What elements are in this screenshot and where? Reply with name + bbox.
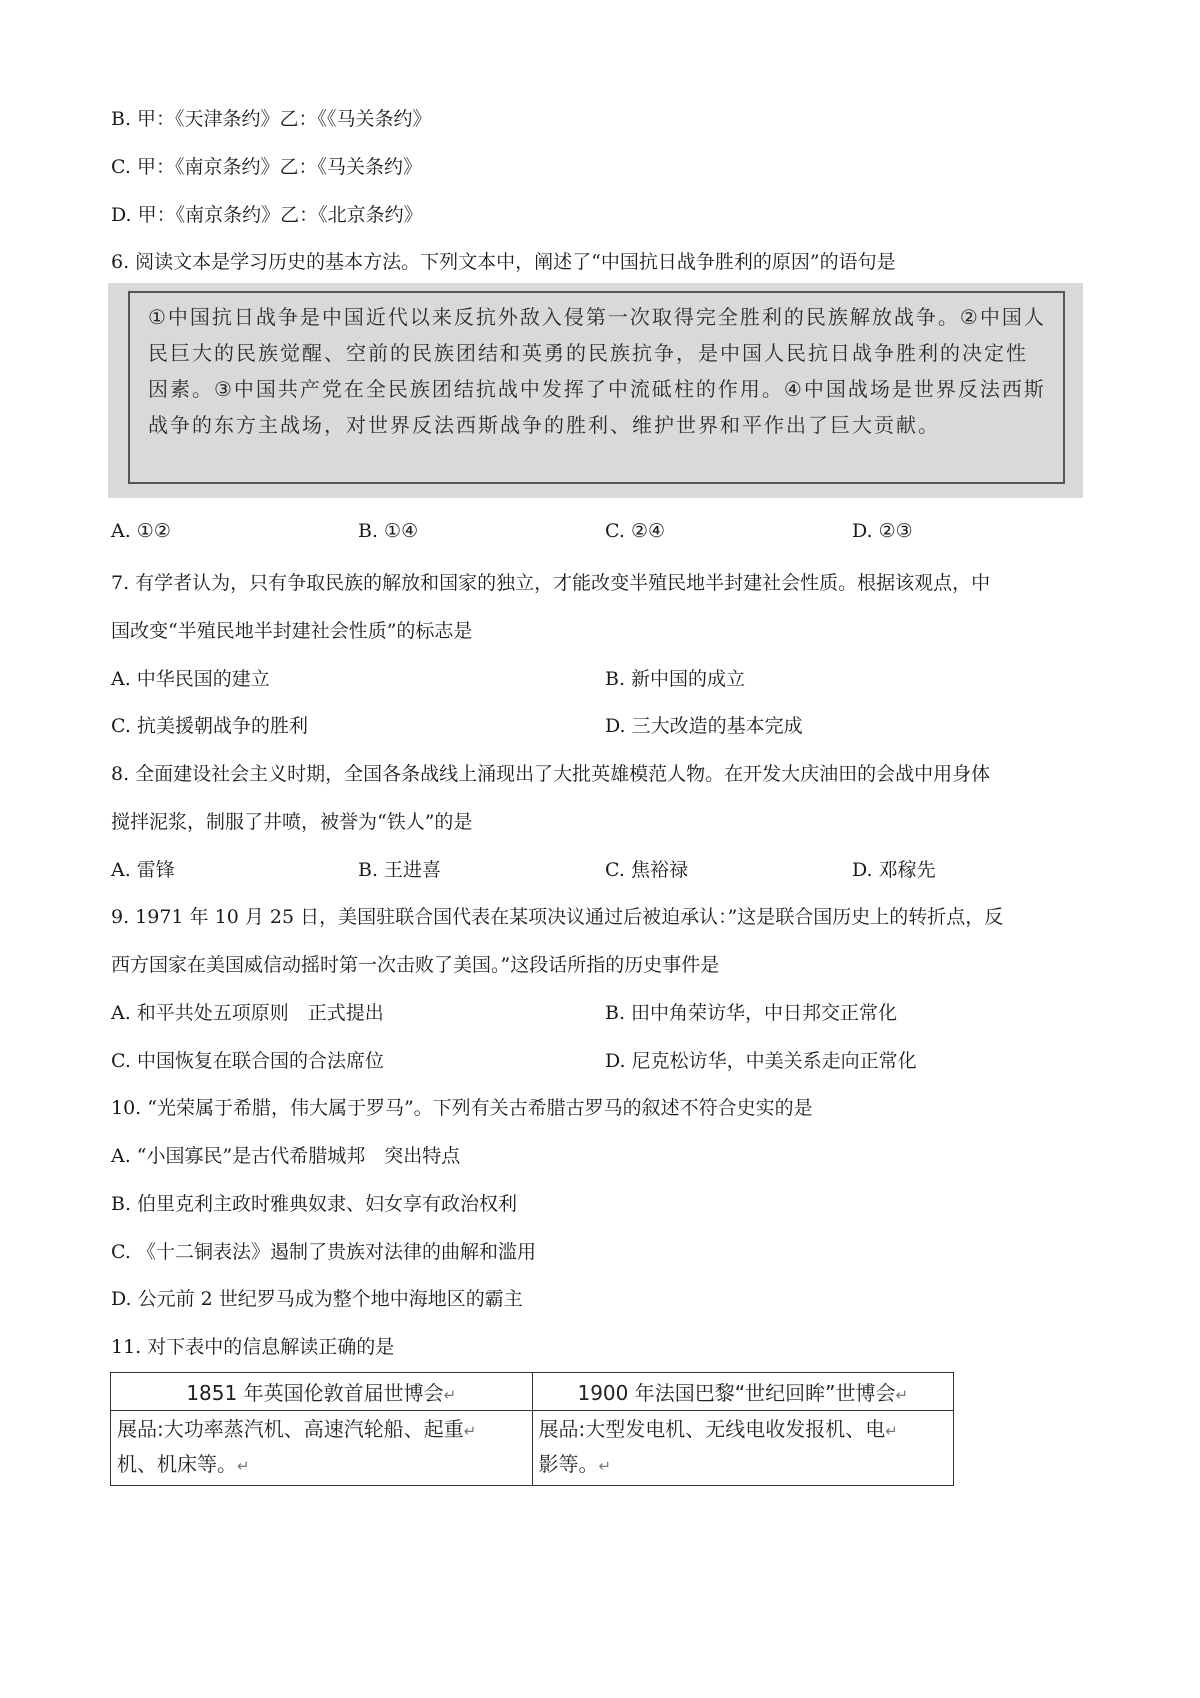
- q8-option-c: C. 焦裕禄: [605, 859, 688, 881]
- return-mark-icon: ↵: [463, 1422, 477, 1440]
- table-header-cell-1851: [111, 1373, 533, 1411]
- q7-option-d: D. 三大改造的基本完成: [605, 715, 803, 737]
- q9-stem-line2: 西方国家在美国威信动摇时第一次击败了美国。”这段话所指的历史事件是: [111, 954, 720, 976]
- q9-option-b: B. 田中角荣访华，中日邦交正常化: [605, 1002, 898, 1024]
- q7-option-b: B. 新中国的成立: [605, 668, 746, 690]
- q11-expo-table: [110, 1372, 954, 1486]
- exhibits-1851-line1: 展品:大功率蒸汽机、高速汽轮船、起重: [117, 1417, 464, 1441]
- return-mark-icon: ↵: [895, 1386, 909, 1404]
- q10-option-c: C. 《十二铜表法》遏制了贵族对法律的曲解和滥用: [111, 1241, 536, 1263]
- q5-option-c: C. 甲：《南京条约》乙：《马关条约》: [111, 156, 422, 178]
- q7-option-a: A. 中华民国的建立: [111, 668, 270, 690]
- q5-option-d: D. 甲：《南京条约》乙：《北京条约》: [111, 204, 423, 226]
- table-row: [111, 1411, 954, 1486]
- q6-option-a: A. ①②: [111, 520, 171, 542]
- return-mark-icon: ↵: [237, 1457, 250, 1475]
- return-mark-icon: ↵: [885, 1422, 898, 1440]
- q9-option-c: C. 中国恢复在联合国的合法席位: [111, 1050, 384, 1072]
- q5-option-b: B. 甲：《天津条约》乙：《《马关条约》: [111, 108, 432, 130]
- table-cell-1900-exhibits: [532, 1411, 954, 1486]
- table-cell-1851-exhibits: [111, 1411, 533, 1486]
- q6-option-b: B. ①④: [358, 520, 419, 542]
- q7-stem-line1: 7. 有学者认为，只有争取民族的解放和国家的独立，才能改变半殖民地半封建社会性质。根据该观点，中: [111, 572, 991, 594]
- q6-passage-text: ①中国抗日战争是中国近代以来反抗外敌入侵第一次取得完全胜利的民族解放战争。②中国人民巨大的民族觉醒、空前的民族团结和英勇的民族抗争，是中国人民抗日战争胜利的决定性因素。③中国共产党在全民族团结抗战中发挥了中流砥柱的作用。④中国战场是世界反法西斯战争的东方主战场，对世界反法西斯战争的胜利、维护世界和平作出了巨大贡献。: [128, 291, 1065, 484]
- q8-stem-line2: 搅拌泥浆，制服了井喷，被誉为“铁人”的是: [111, 811, 473, 833]
- q6-option-c: C. ②④: [605, 520, 666, 542]
- q6-passage-image: [108, 283, 1083, 498]
- header-1851-text: 1851 年英国伦敦首届世博会: [186, 1381, 444, 1405]
- q6-option-d: D. ②③: [852, 520, 913, 542]
- return-mark-icon: ↵: [443, 1386, 457, 1404]
- q6-stem: 6. 阅读文本是学习历史的基本方法。下列文本中，阐述了“中国抗日战争胜利的原因”的语句是: [111, 251, 896, 273]
- q9-option-d: D. 尼克松访华，中美关系走向正常化: [605, 1050, 917, 1072]
- table-header-cell-1900: [532, 1373, 954, 1411]
- q7-stem-line2: 国改变“半殖民地半封建社会性质”的标志是: [111, 620, 473, 642]
- return-mark-icon: ↵: [598, 1457, 612, 1475]
- q7-option-c: C. 抗美援朝战争的胜利: [111, 715, 308, 737]
- q11-stem: 11. 对下表中的信息解读正确的是: [111, 1336, 395, 1358]
- q9-stem-line1: 9. 1971 年 10 月 25 日，美国驻联合国代表在某项决议通过后被迫承认：”这是联合国历史上的转折点，反: [111, 906, 1004, 928]
- q10-option-b: B. 伯里克利主政时雅典奴隶、妇女享有政治权利: [111, 1193, 518, 1215]
- exhibits-1900-line1: 展品:大型发电机、无线电收发报机、电: [538, 1417, 886, 1441]
- q9-option-a: A. 和平共处五项原则 正式提出: [111, 1002, 384, 1024]
- q10-option-a: A. “小国寡民”是古代希腊城邦 突出特点: [111, 1145, 461, 1167]
- q10-stem: 10. “光荣属于希腊，伟大属于罗马”。下列有关古希腊古罗马的叙述不符合史实的是: [111, 1097, 813, 1119]
- q8-option-b: B. 王进喜: [358, 859, 442, 881]
- table-header-row: [111, 1373, 954, 1411]
- header-1900-text: 1900 年法国巴黎“世纪回眸”世博会: [577, 1381, 896, 1405]
- exhibits-1900-line2: 影等。: [538, 1452, 599, 1476]
- q8-stem-line1: 8. 全面建设社会主义时期，全国各条战线上涌现出了大批英雄模范人物。在开发大庆油田的会战中用身体: [111, 763, 991, 785]
- q8-option-d: D. 邓稼先: [852, 859, 936, 881]
- q8-option-a: A. 雷锋: [111, 859, 175, 881]
- exhibits-1851-line2: 机、机床等。: [117, 1452, 237, 1476]
- q10-option-d: D. 公元前 2 世纪罗马成为整个地中海地区的霸主: [111, 1288, 523, 1310]
